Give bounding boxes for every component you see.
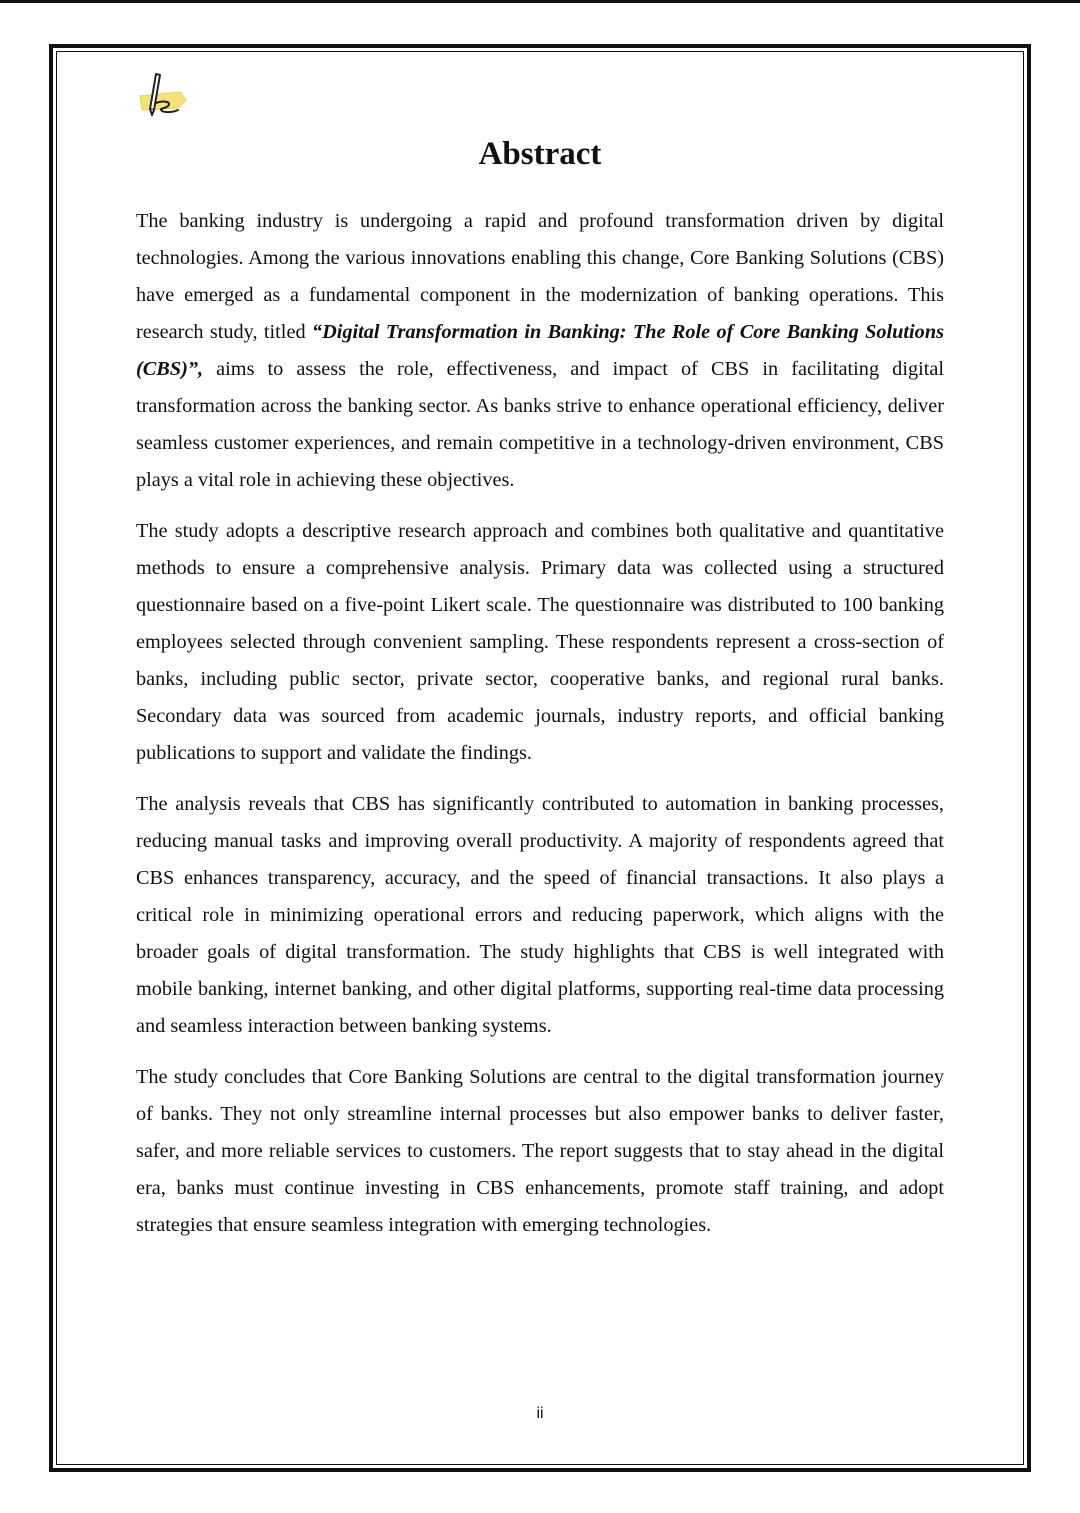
pencil-icon — [134, 70, 190, 118]
page-number: ii — [536, 1405, 544, 1422]
page-title: Abstract — [478, 136, 602, 172]
abstract-paragraph-1 — [136, 203, 944, 499]
abstract-body — [136, 203, 944, 1258]
paragraph-1-text-end: aims to assess the role, effectiveness, and impact of CBS in facilitating digital transformation across the banking sector. As banks strive to enhance operational efficiency, deliver seamless customer experiences, and remain competitive in a technology-driven environment, CBS plays a vital role in achieving these objectives. — [136, 358, 944, 491]
abstract-paragraph-3: The analysis reveals that CBS has significantly contributed to automation in banking processes, reducing manual tasks and improving overall productivity. A majority of respondents agreed that CBS enhances transparency, accuracy, and the speed of financial transactions. It also plays a critical role in minimizing operational errors and reducing paperwork, which aligns with the broader goals of digital transformation. The study highlights that CBS is well integrated with mobile banking, internet banking, and other digital platforms, supporting real-time data processing and seamless interaction between banking systems. — [136, 793, 944, 1037]
abstract-paragraph-4: The study concludes that Core Banking Solutions are central to the digital transformation journey of banks. They not only streamline internal processes but also empower banks to deliver faster, safer, and more reliable services to customers. The report suggests that to stay ahead in the digital era, banks must continue investing in CBS enhancements, promote staff training, and adopt strategies that ensure seamless integration with emerging technologies. — [136, 1066, 944, 1236]
top-edge-line — [0, 0, 1080, 3]
study-title-emphasis: “Digital Transformation in Banking: The Role of Core Banking Solutions (CBS)”, — [136, 321, 944, 380]
paragraph-1-text-start: The banking industry is undergoing a rapid and profound transformation driven by digital technologies. Among the various innovations enabling this change, Core Banking Solutions (CBS) have emerged as a fundamental component in the modernization of banking operations. This research study, titled — [136, 210, 944, 343]
abstract-paragraph-2: The study adopts a descriptive research approach and combines both qualitative and quantitative methods to ensure a comprehensive analysis. Primary data was collected using a structured questionnaire based on a five-point Likert scale. The questionnaire was distributed to 100 banking employees selected through convenient sampling. These respondents represent a cross-section of banks, including public sector, private sector, cooperative banks, and regional rural banks. Secondary data was sourced from academic journals, industry reports, and official banking publications to support and validate the findings. — [136, 520, 944, 764]
